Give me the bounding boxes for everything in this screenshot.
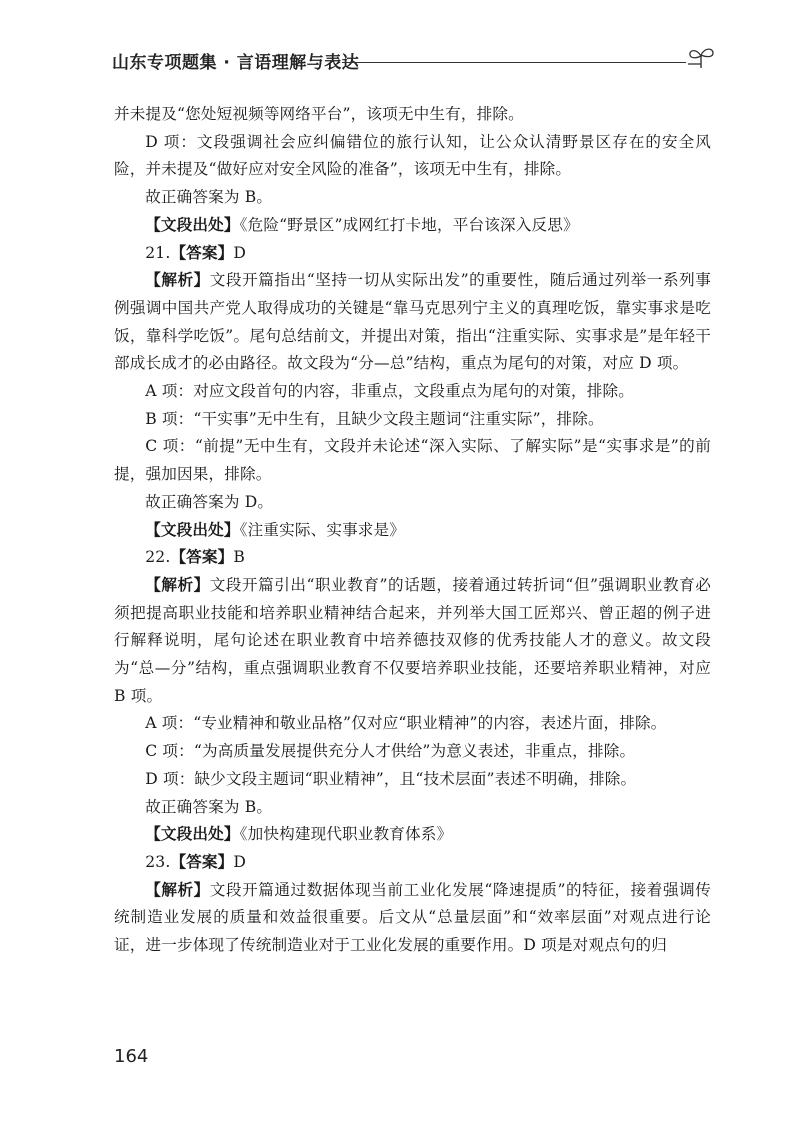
option-analysis: D 项：缺少文段主题词“职业精神”，且“技术层面”表述不明确，排除。 [145, 769, 637, 788]
source-label: 【文段出处】 [145, 520, 240, 539]
header-title: 山东专项题集 · 言语理解与表达 [112, 53, 360, 73]
analysis-label: 【解析】 [145, 880, 210, 899]
option-analysis: A 项：对应文段首句的内容，非重点，文段重点为尾句的对策，排除。 [145, 382, 635, 401]
sprout-icon [686, 46, 716, 70]
conclusion: 故正确答案为 D。 [145, 492, 274, 511]
source-citation: 【文段出处】《危险“野景区”成网红打卡地，平台该深入反思》 [145, 215, 579, 234]
analysis-label: 【解析】 [145, 271, 210, 290]
source-citation: 【文段出处】《加快构建现代职业教育体系》 [145, 825, 453, 844]
option-analysis: B 项：“干实事”无中生有，且缺少文段主题词“注重实际”，排除。 [145, 409, 604, 428]
answer-label: 【答案】 [170, 243, 234, 262]
option-analysis: C 项：“前提”无中生有，文段并未论述“深入实际、了解实际”是“实事求是”的前提，强加因果，排除。 [114, 437, 711, 484]
page-number: 164 [114, 1046, 149, 1067]
analysis-paragraph: 【解析】文段开篇通过数据体现当前工业化发展“降速提质”的特征，接着强调传统制造业发展的质量和效益很重要。后文从“总量层面”和“效率层面”对观点进行论证，进一步体现了传统制造业对于工业化发展的重要作用。D 项是对观点句的归 [114, 880, 711, 955]
option-analysis: D 项：文段强调社会应纠偏错位的旅行认知，让公众认清野景区存在的安全风险，并未提及“做好应对安全风险的准备”，该项无中生有，排除。 [114, 132, 711, 179]
answer-explanation-body [114, 101, 711, 960]
header-rule [342, 62, 686, 63]
analysis-paragraph: 【解析】文段开篇引出“职业教育”的话题，接着通过转折词“但”强调职业教育必须把提高职业技能和培养职业精神结合起来，并列举大国工匠郑兴、曾正超的例子进行解释说明，尾句论述在职业教育中培养德技双修的优秀技能人才的意义。故文段为“总—分”结构，重点强调职业教育不仅要培养职业技能，还要培养职业精神，对应 B 项。 [114, 575, 711, 705]
answer-label: 【答案】 [170, 852, 234, 871]
answer-label: 【答案】 [170, 548, 234, 567]
option-analysis: C 项：“为高质量发展提供充分人才供给”为意义表述，非重点，排除。 [145, 742, 636, 761]
source-citation: 【文段出处】《注重实际、实事求是》 [145, 520, 406, 539]
conclusion: 故正确答案为 B。 [145, 797, 273, 816]
answer-line: 22.【答案】B [145, 548, 246, 567]
source-label: 【文段出处】 [145, 825, 240, 844]
analysis-paragraph: 【解析】文段开篇指出“坚持一切从实际出发”的重要性，随后通过列举一系列事例强调中国共产党人取得成功的关键是“靠马克思列宁主义的真理吃饭，靠实事求是吃饭，靠科学吃饭”。尾句总结前文，并提出对策，指出“注重实际、实事求是”是年轻干部成长成才的必由路径。故文段为“分—总”结构，重点为尾句的对策，对应 D 项。 [114, 271, 711, 373]
answer-line: 23.【答案】D [145, 852, 247, 871]
text-line: 并未提及“您处短视频等网络平台”，该项无中生有，排除。 [114, 105, 524, 123]
conclusion: 故正确答案为 B。 [145, 188, 273, 207]
source-label: 【文段出处】 [145, 215, 240, 234]
page-header [112, 44, 716, 74]
analysis-label: 【解析】 [145, 575, 210, 594]
answer-line: 21.【答案】D [145, 243, 247, 262]
option-analysis: A 项：“专业精神和敬业品格”仅对应“职业精神”的内容，表述片面，排除。 [145, 714, 667, 733]
